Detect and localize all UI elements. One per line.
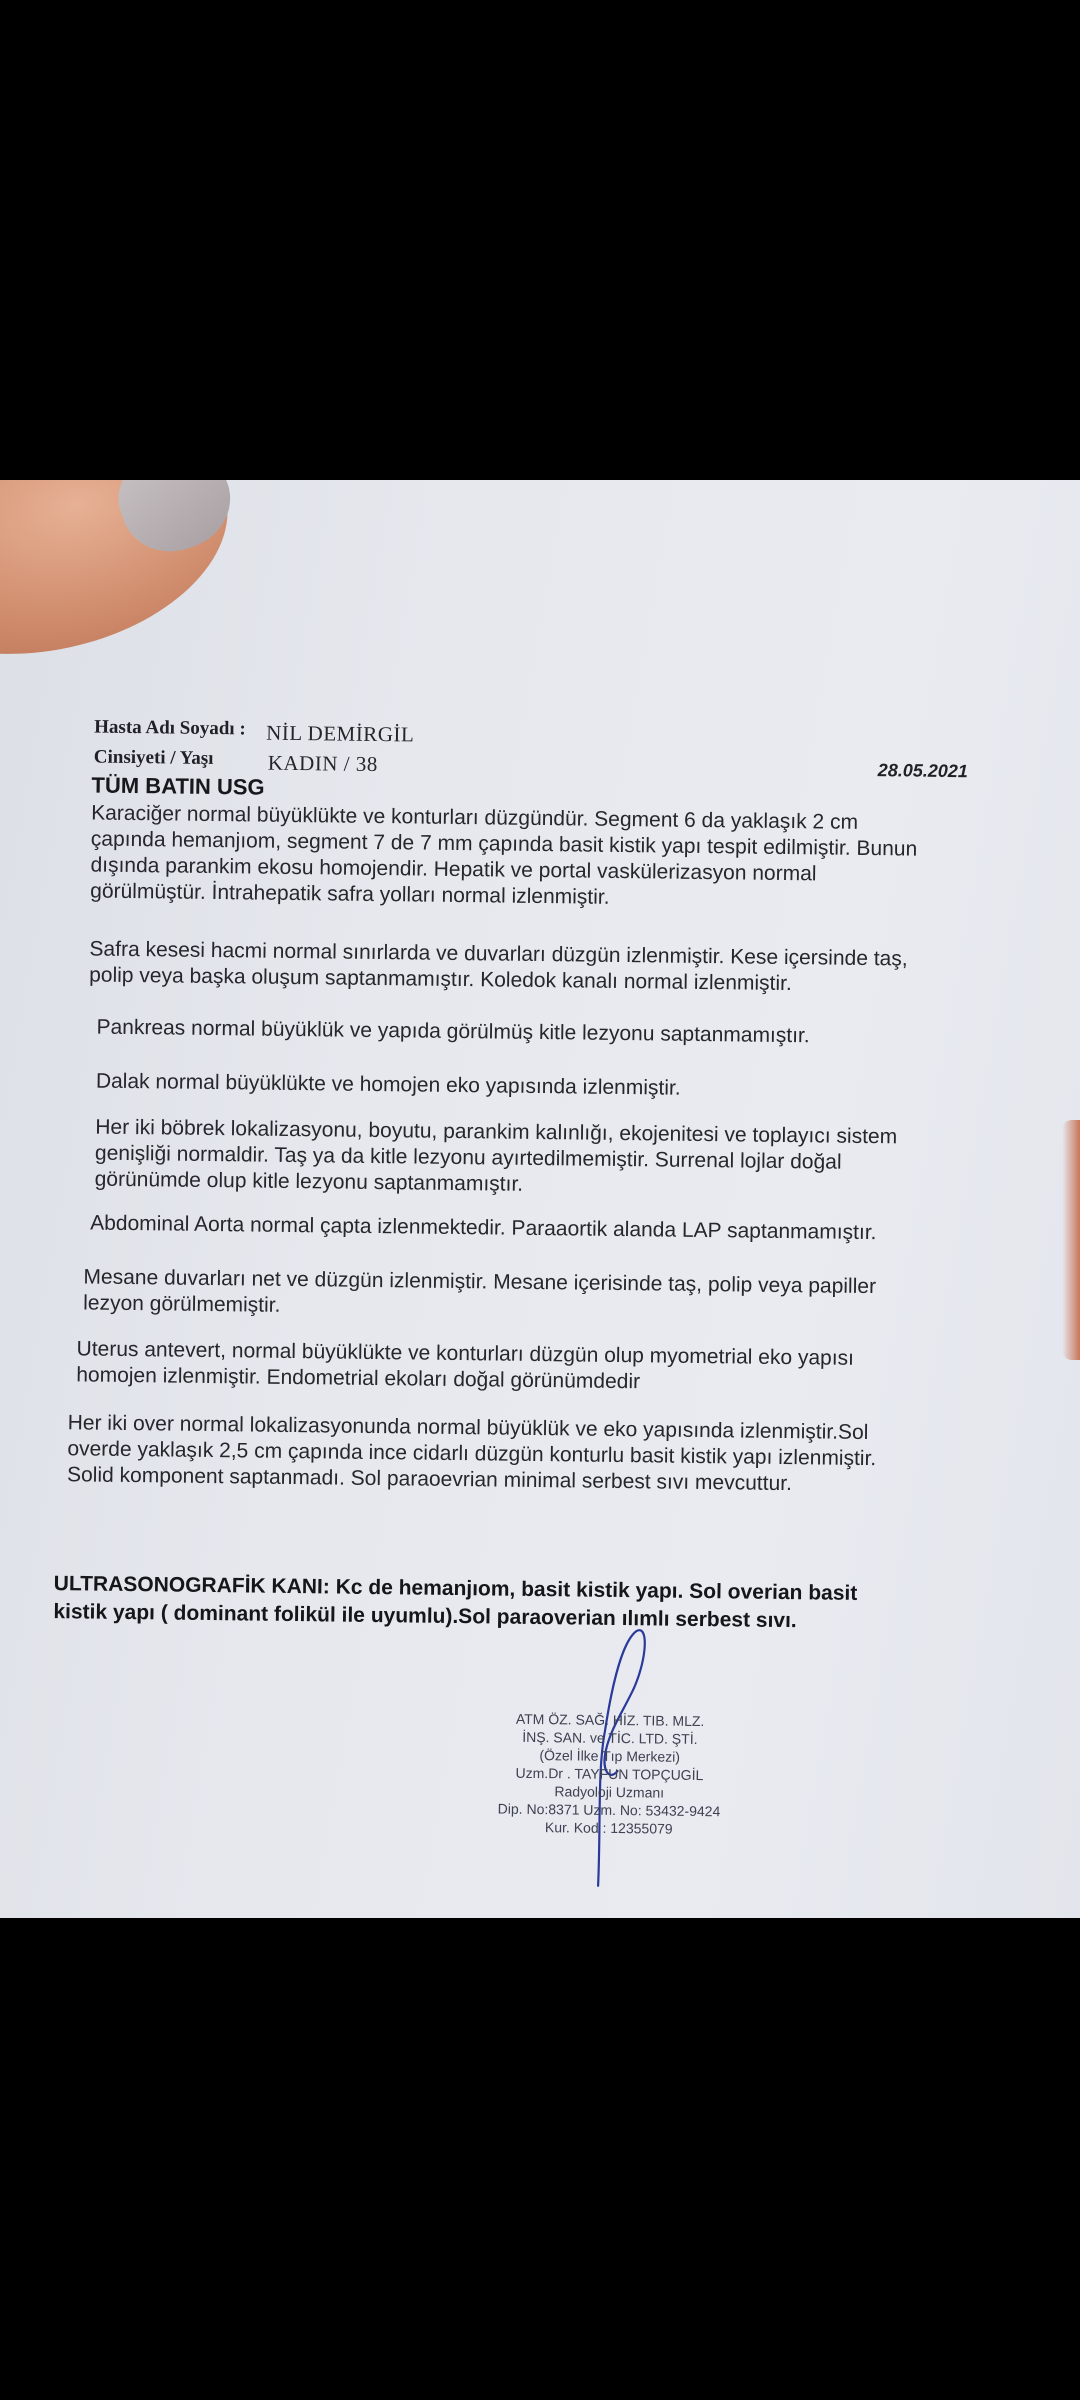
stamp-line-code: Kur. Kod : 12355079: [544, 1819, 673, 1837]
gallbladder-paragraph: Safra kesesi hacmi normal sınırlarda ve duvarları düzgün izlenmiştir. Kese içersinde taş, polip veya başka oluşum saptanmamıştır. Koledok kanalı normal izlenmiştir.: [89, 937, 908, 996]
report-page: [0, 480, 1080, 1918]
aorta-paragraph: Abdominal Aorta normal çapta izlenmektedir. Paraaortik alanda LAP saptanmamıştır.: [90, 1211, 877, 1245]
stamp-line-company-type: İNŞ. SAN. ve TİC. LTD. ŞTİ.: [522, 1728, 698, 1747]
patient-name-value: NİL DEMİRGİL: [266, 720, 415, 747]
uterus-paragraph: Uterus antevert, normal büyüklükte ve konturları düzgün olup myometrial eko yapısı homojen izlenmiştir. Endometrial ekoları doğal görünümdedir: [76, 1337, 855, 1394]
ultrasonographic-conclusion: ULTRASONOGRAFİK KANI: Kc de hemanjıom, basit kistik yapı. Sol overian basit kistik yapı ( dominant folikül ile uyumlu).Sol paraoverian ılımlı serbest sıvı.: [53, 1572, 858, 1633]
report-title: TÜM BATIN USG: [91, 772, 265, 800]
bladder-paragraph: Mesane duvarları net ve düzgün izlenmiştir. Mesane içerisinde taş, polip veya papiller lezyon görülmemiştir.: [83, 1265, 877, 1317]
stamp-line-diploma: Dip. No:8371 Uzm. No: 53432-9424: [497, 1800, 721, 1820]
report-date: 28.05.2021: [877, 760, 968, 782]
stamp-line-center: (Özel İlke Tıp Merkezi): [539, 1747, 681, 1765]
liver-paragraph: Karaciğer normal büyüklükte ve konturları düzgündür. Segment 6 da yaklaşık 2 cm çapında hemanjıom, segment 7 de 7 mm çapında basit kistik yapı tespit edilmiştir. Bunun dışında parankim ekosu homojendir. Hepatik ve portal vaskülerizasyon normal görülmüştür. İntrahepatik safra yolları normal izlenmiştir.: [90, 801, 918, 909]
stamp-line-company: ATM ÖZ. SAĞ. HİZ. TIB. MLZ.: [515, 1710, 705, 1730]
ovary-paragraph: Her iki over normal lokalizasyonunda normal büyüklük ve eko yapısında izlenmiştir.Sol overde yaklaşık 2,5 cm çapında ince cidarlı düzgün konturlu basit kistik yapı izlenmiştir. Solid komponent saptanmadı. Sol paraoevrian minimal serbest sıvı mevcuttur.: [66, 1411, 877, 1496]
patient-name-label: Hasta Adı Soyadı :: [94, 716, 246, 740]
gender-age-label: Cinsiyeti / Yaşı: [93, 746, 214, 769]
stamp-line-doctor: Uzm.Dr . TAYFUN TOPÇUGİL: [515, 1764, 704, 1784]
stamp-line-specialty: Radyoloji Uzmanı: [554, 1783, 665, 1801]
doctor-stamp: [489, 1709, 731, 1838]
kidney-paragraph: Her iki böbrek lokalizasyonu, boyutu, parankim kalınlığı, ekojenitesi ve toplayıcı sistem genişliği normaldir. Taş ya da kitle lezyonu ayırtedilmemiştir. Surrenal lojlar doğal görünümde olup kitle lezyonu saptanmamıştır.: [94, 1115, 898, 1196]
pancreas-paragraph: Pankreas normal büyüklük ve yapıda görülmüş kitle lezyonu saptanmamıştır.: [96, 1015, 810, 1048]
spleen-paragraph: Dalak normal büyüklükte ve homojen eko yapısında izlenmiştir.: [95, 1069, 681, 1100]
document-photo: [0, 480, 1080, 1918]
gender-age-value: KADIN / 38: [267, 750, 378, 777]
